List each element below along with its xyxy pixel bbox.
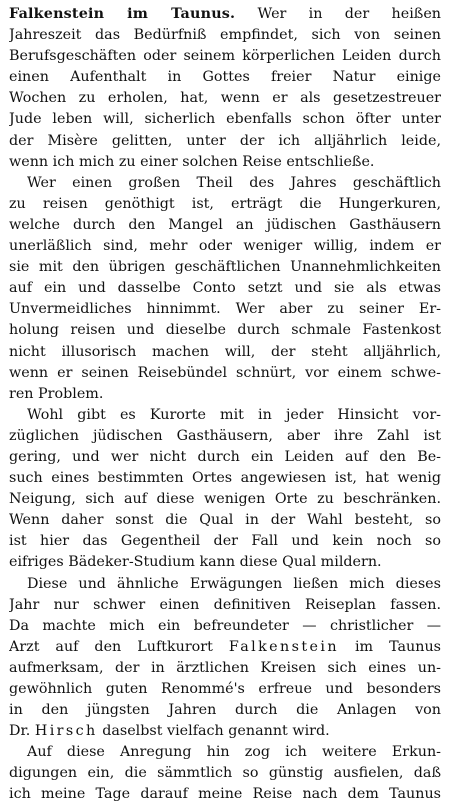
line-text: Diese und ähnliche Erwägungen ließen mich dieses [27,575,441,592]
text-line [9,25,441,46]
line-text: unerläßlich sind, mehr oder weniger willig, indem er [9,238,441,255]
line-text: wenn er seinen Reisebündel schnürt, vor einem schwe- [9,364,441,381]
text-line [9,552,441,573]
text-line [9,67,441,88]
line-text: züglichen jüdischen Gasthäusern, aber ihre Zahl ist [9,427,441,444]
text-line [9,405,441,426]
line-text: digungen ein, die sämmtlich so günstig ausfielen, daß [9,765,441,782]
text-line [9,658,441,679]
line-text-after: daselbst vielfach genannt wird. [102,723,330,740]
line-text: sie mit den übrigen geschäftlichen Unannehmlichkeiten [9,259,441,276]
line-text: gering, und wer nicht durch ein Leiden auf den Be- [9,448,441,465]
text-line [9,763,441,784]
line-text: holung reisen und dieselbe durch schmale Fastenkost [9,322,441,339]
line-text: ren Problem. [9,385,104,402]
text-line [9,342,441,363]
line-text: der Misère gelitten, unter der ich alljährlich leide, [9,132,441,149]
line-text: Unvermeidliches hinnimmt. Wer aber zu seiner Er- [9,301,441,318]
text-line [9,679,441,700]
text-line [9,510,441,531]
text-line [9,236,441,257]
text-line [9,131,441,152]
line-text: Jahreszeit das Bedürfniß empfindet, sich von seinen [9,27,441,44]
text-line [9,700,441,721]
line-text: Wenn daher sonst die Qual in der Wahl besteht, so [9,512,441,529]
text-line [9,637,441,658]
text-line [9,721,441,742]
spaced-name: Falkenstein [228,638,339,655]
line-text: Jahr nur schwer einen definitiven Reiseplan fassen. [9,596,441,613]
line-text: nicht illusorisch machen will, der steht alljährlich, [9,343,441,360]
text-line [9,109,441,130]
line-text: welche durch den Mangel an jüdischen Gasthäusern [9,216,441,233]
line-text: in den jüngsten Jahren durch die Anlagen von [9,702,441,719]
line-text: auf ein und dasselbe Conto setzt und sie als etwas [9,280,441,297]
line-text: Neigung, sich auf diese wenigen Orte zu beschränken. [9,491,441,508]
text-line [9,742,441,763]
text-line [9,299,441,320]
text-line [9,152,441,173]
line-text: zu reisen genöthigt ist, erträgt die Hungerkuren, [9,195,441,212]
line-text: such eines bestimmten Ortes angewiesen ist, hat wenig [9,470,441,487]
line-text: Wer in der heißen [257,6,441,22]
line-text: Wochen zu erholen, hat, wenn er als gesetzestreuer [9,90,441,107]
text-line [9,4,441,25]
text-line [9,173,441,194]
line-text: eifriges Bädeker-Studium kann diese Qual mildern. [9,554,382,571]
text-line [9,426,441,447]
line-text: Jude leben will, sicherlich ebenfalls schon öfter unter [9,111,441,128]
text-line [9,194,441,215]
line-text: Dr. [9,723,31,740]
line-text: Wer einen großen Theil des Jahres geschäftlich [27,174,441,191]
text-line [9,278,441,299]
text-line [9,363,441,384]
line-text: Arzt auf den Luftkurort [9,638,213,655]
line-text: Da machte mich ein befreundeter — christlicher — [9,617,441,634]
line-text: wenn ich mich zu einer solchen Reise entschließe. [9,153,375,170]
line-text: ist hier das Gegentheil der Fall und kein noch so [9,533,441,550]
text-line [9,215,441,236]
text-line [9,574,441,595]
spaced-name: Hirsch [34,723,98,740]
line-text: ich meine Tage darauf meine Reise nach dem Taunus [9,786,441,803]
article-heading: Falkenstein im Taunus. [9,6,236,22]
line-text: aufmerksam, der in ärztlichen Kreisen sich eines un- [9,659,441,676]
text-line [9,531,441,552]
line-text: Berufsgeschäften oder seinem körperlichen Leiden durch [9,48,441,65]
text-line [9,257,441,278]
line-text: Wohl gibt es Kurorte mit in jeder Hinsicht vor- [27,406,441,423]
text-line [9,384,441,405]
text-line [9,489,441,510]
text-line [9,320,441,341]
text-line [9,616,441,637]
text-line [9,46,441,67]
line-text: einen Aufenthalt in Gottes freier Natur einige [9,69,441,86]
line-text-after: im Taunus [354,638,441,655]
text-line [9,468,441,489]
text-line [9,447,441,468]
line-text: gewöhnlich guten Renommé's erfreue und besonders [9,681,441,697]
line-text: Auf diese Anregung hin zog ich weitere Erkun- [27,744,441,761]
text-line [9,88,441,109]
text-line [9,595,441,616]
text-line [9,784,441,805]
article-column [9,0,441,806]
